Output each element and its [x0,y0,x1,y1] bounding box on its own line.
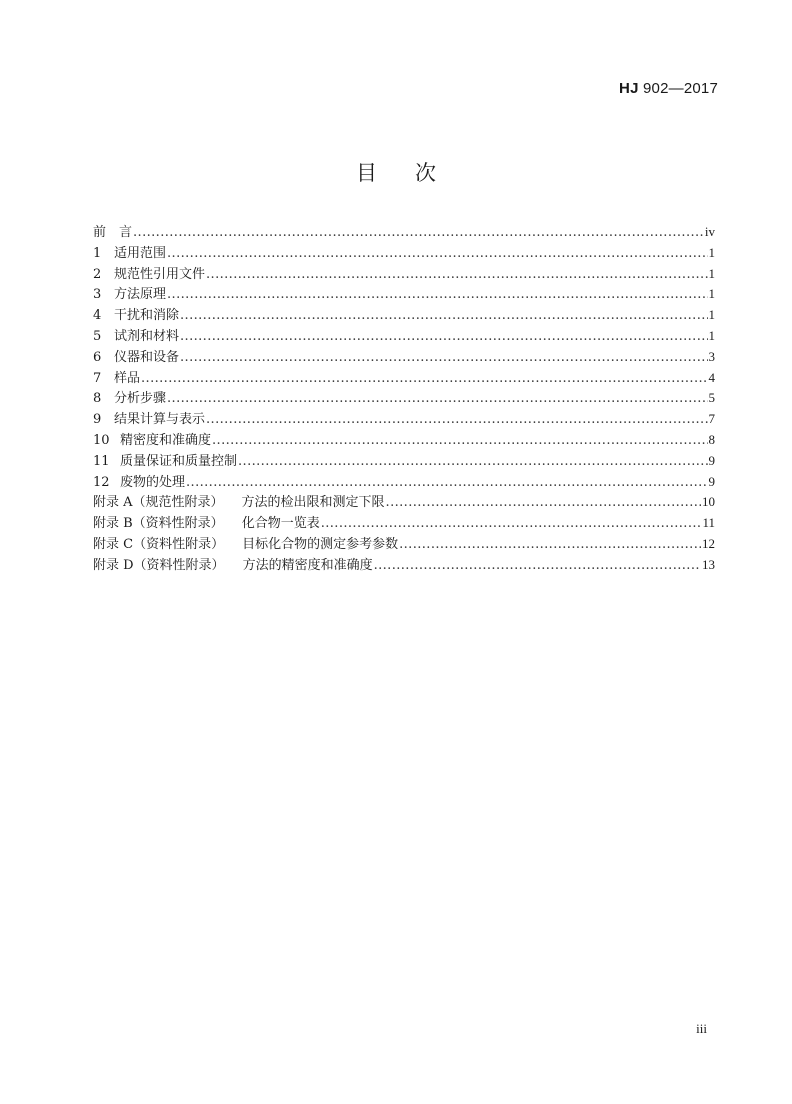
toc-dot-leader [167,285,707,306]
toc-dot-leader [206,410,707,431]
toc-entry-title: 化合物一览表 [241,516,320,532]
toc-entry-number: 5 [93,328,102,344]
toc-entry-title: 方法原理 [114,287,167,303]
toc-entry-title: 样品 [114,370,141,386]
toc-entry[interactable] [93,243,715,264]
toc-entry-page: 10 [702,494,715,510]
toc-entry-page: iv [704,224,715,239]
toc-entry-page: 1 [708,286,715,302]
toc-entry-number: 6 [93,349,102,365]
toc-entry-page: 1 [708,244,715,260]
page-number: iii [696,1021,707,1036]
toc-entry[interactable] [93,305,715,326]
toc-appendix-label: 附录 D（资料性附录） [93,557,225,573]
toc-dot-leader [321,514,702,535]
toc-entry[interactable] [93,555,715,576]
toc-entry[interactable] [93,513,715,534]
toc-dot-leader [386,493,701,514]
toc-entry[interactable] [93,492,715,513]
toc-appendix-label: 附录 A（规范性附录） [93,495,224,511]
toc-entry-number: 11 [93,453,110,469]
toc-entry-title: 前 言 [93,225,133,240]
toc-entry-page: 4 [708,369,715,385]
toc-appendix-label: 附录 B（资料性附录） [93,516,224,532]
toc-entry-title: 分析步骤 [114,391,167,407]
standard-prefix: HJ [619,80,639,97]
toc-entry[interactable] [93,347,715,368]
toc-entry-number: 3 [93,287,102,303]
toc-entry-page: 8 [708,431,715,447]
toc-entry-title: 目标化合物的测定参考参数 [242,536,399,552]
toc-entry-title: 规范性引用文件 [114,266,206,282]
toc-entry-page: 1 [708,265,715,281]
toc-entry[interactable] [93,430,715,451]
toc-entry[interactable] [93,222,715,243]
toc-entry-title: 干扰和消除 [114,308,180,324]
table-of-contents [93,222,715,576]
toc-entry-page: 11 [702,515,715,531]
toc-entry-page: 3 [708,348,715,364]
toc-entry-title: 试剂和材料 [114,328,180,344]
toc-dot-leader [180,327,707,348]
toc-entry-page: 1 [708,307,715,323]
toc-dot-leader [374,556,701,577]
toc-entry-number: 10 [93,432,110,448]
toc-dot-leader [206,265,707,286]
toc-entry-number: 7 [93,370,102,386]
toc-entry[interactable] [93,326,715,347]
toc-entry[interactable] [93,451,715,472]
toc-entry-page: 9 [708,452,715,468]
toc-entry-page: 7 [708,411,715,427]
toc-entry-page: 5 [708,390,715,406]
toc-dot-leader [167,244,707,265]
toc-entry[interactable] [93,368,715,389]
toc-dot-leader [133,223,704,244]
toc-dot-leader [186,473,707,494]
toc-entry[interactable] [93,388,715,409]
toc-entry-number: 9 [93,412,102,428]
standard-number: 902—2017 [643,80,718,97]
toc-entry-title: 适用范围 [114,245,167,261]
toc-entry-page: 13 [702,556,715,572]
toc-entry-page: 12 [702,535,715,551]
toc-entry-title: 废物的处理 [120,474,186,490]
toc-entry-title: 质量保证和质量控制 [120,453,238,469]
toc-entry[interactable] [93,534,715,555]
toc-dot-leader [212,431,707,452]
toc-dot-leader [399,535,701,556]
toc-dot-leader [167,389,707,410]
toc-entry-title: 方法的检出限和测定下限 [241,495,385,511]
toc-entry[interactable] [93,472,715,493]
toc-entry[interactable] [93,284,715,305]
toc-dot-leader [180,348,707,369]
toc-entry-page: 1 [708,327,715,343]
toc-entry-number: 4 [93,308,102,324]
toc-entry-title: 结果计算与表示 [114,412,206,428]
toc-dot-leader [238,452,707,473]
toc-entry-title: 仪器和设备 [114,349,180,365]
toc-entry-number: 8 [93,391,102,407]
page-title [0,157,792,187]
toc-entry-number: 2 [93,266,102,282]
toc-entry[interactable] [93,409,715,430]
title-char-1: 目 [356,161,377,185]
title-char-2: 次 [415,161,436,185]
toc-dot-leader [141,369,707,390]
toc-entry-number: 1 [93,245,102,261]
toc-entry[interactable] [93,264,715,285]
toc-dot-leader [180,306,707,327]
toc-entry-number: 12 [93,474,110,490]
standard-code [619,80,718,97]
toc-appendix-label: 附录 C（资料性附录） [93,536,225,552]
toc-entry-title: 方法的精密度和准确度 [242,557,373,573]
toc-entry-page: 9 [708,473,715,489]
toc-entry-title: 精密度和准确度 [120,432,212,448]
